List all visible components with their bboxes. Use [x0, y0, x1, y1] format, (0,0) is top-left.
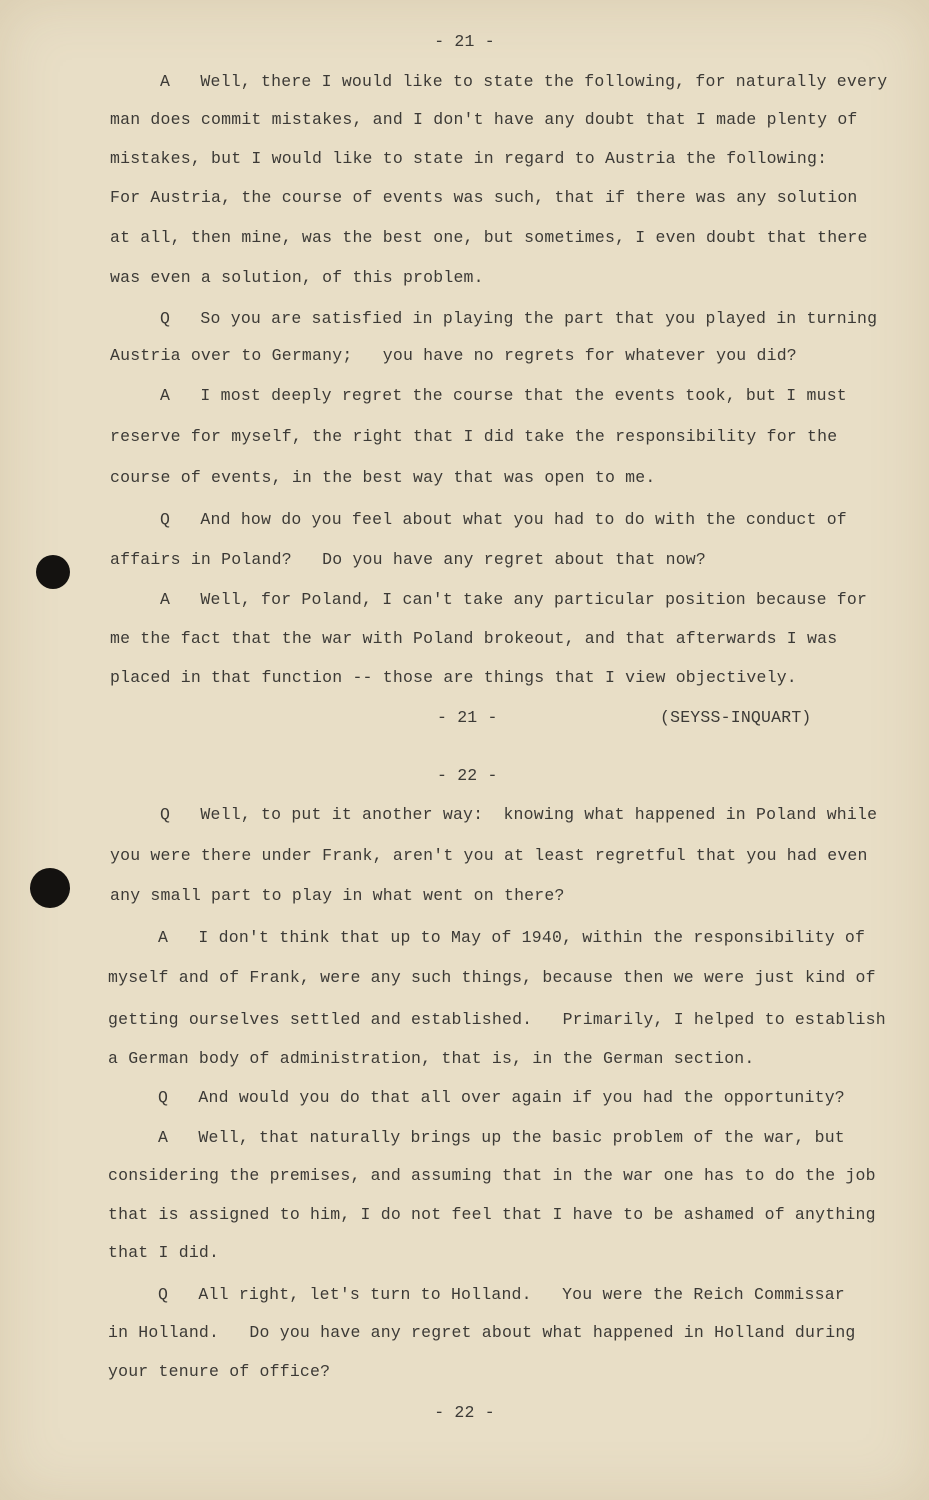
text-line: A I most deeply regret the course that the events took, but I must [160, 386, 847, 405]
page-21-footer-name: (SEYSS-INQUART) [660, 708, 812, 727]
text-line: reserve for myself, the right that I did take the responsibility for the [110, 427, 838, 446]
text-line: Q All right, let's turn to Holland. You were the Reich Commissar [158, 1285, 845, 1304]
text-line: Q So you are satisfied in playing the part that you played in turning [160, 309, 878, 328]
text-line: A Well, that naturally brings up the basic problem of the war, but [158, 1128, 845, 1147]
text-line: that I did. [108, 1243, 220, 1262]
text-line: your tenure of office? [108, 1362, 331, 1381]
text-line: Austria over to Germany; you have no regrets for whatever you did? [110, 346, 797, 365]
text-line: For Austria, the course of events was such, that if there was any solution [110, 188, 858, 207]
text-line: A Well, there I would like to state the following, for naturally every [160, 72, 888, 91]
punch-hole-bottom [30, 868, 70, 908]
text-line: you were there under Frank, aren't you at least regretful that you had even [110, 846, 868, 865]
text-line: considering the premises, and assuming that in the war one has to do the job [108, 1166, 876, 1185]
text-line: course of events, in the best way that was open to me. [110, 468, 656, 487]
text-line: A Well, for Poland, I can't take any particular position because for [160, 590, 868, 609]
text-line: was even a solution, of this problem. [110, 268, 484, 287]
text-line: any small part to play in what went on there? [110, 886, 565, 905]
page-21-footer-number: - 21 - [437, 708, 498, 727]
text-line: A I don't think that up to May of 1940, within the responsibility of [158, 928, 866, 947]
text-line: me the fact that the war with Poland brokeout, and that afterwards I was [110, 629, 838, 648]
text-line: getting ourselves settled and established. Primarily, I helped to establish [108, 1010, 886, 1029]
page-number-bottom: - 22 - [434, 1403, 495, 1422]
text-line: affairs in Poland? Do you have any regret about that now? [110, 550, 706, 569]
text-line: Q And would you do that all over again if you had the opportunity? [158, 1088, 845, 1107]
text-line: man does commit mistakes, and I don't have any doubt that I made plenty of [110, 110, 858, 129]
text-line: a German body of administration, that is, in the German section. [108, 1049, 755, 1068]
text-line: that is assigned to him, I do not feel that I have to be ashamed of anything [108, 1205, 876, 1224]
text-line: Q And how do you feel about what you had to do with the conduct of [160, 510, 847, 529]
text-line: Q Well, to put it another way: knowing what happened in Poland while [160, 805, 878, 824]
text-line: mistakes, but I would like to state in regard to Austria the following: [110, 149, 828, 168]
text-line: myself and of Frank, were any such things, because then we were just kind of [108, 968, 876, 987]
text-line: at all, then mine, was the best one, but sometimes, I even doubt that there [110, 228, 868, 247]
text-line: placed in that function -- those are things that I view objectively. [110, 668, 797, 687]
text-line: in Holland. Do you have any regret about what happened in Holland during [108, 1323, 856, 1342]
punch-hole-top [36, 555, 70, 589]
page-22-header-number: - 22 - [437, 766, 498, 785]
page-number-top: - 21 - [434, 32, 495, 51]
